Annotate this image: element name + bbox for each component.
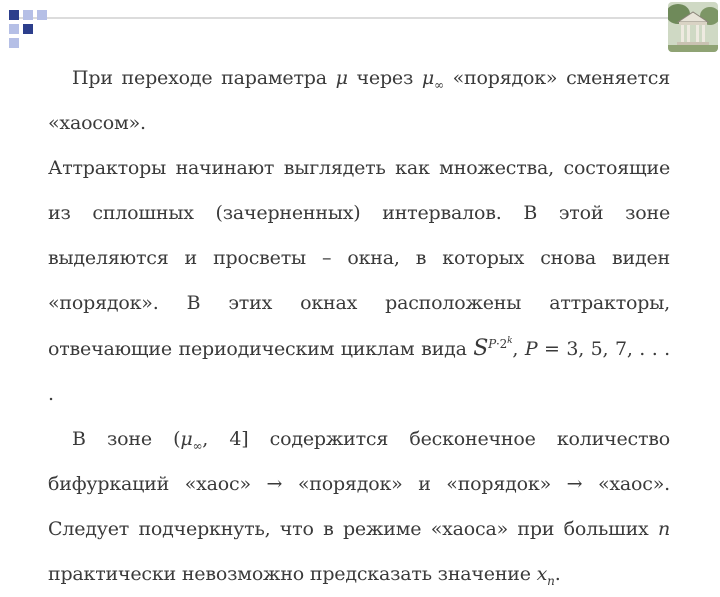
text: практически невозможно предсказать значение (48, 563, 537, 585)
deco-square-dark (9, 10, 19, 20)
deco-square-light (9, 24, 19, 34)
text: Аттракторы начинают выглядеть как множества, состоящие из сплошных (зачерненных) интервалов. В этой зоне выделяются и просветы – окна, в которых снова виден «порядок». В этих окнах расположены аттракторы, отвечающие периодическим циклам вида (48, 157, 670, 360)
math-x: x (536, 563, 548, 585)
math-subscript: ∞ (192, 438, 203, 453)
text: , 4] содержится бесконечное количество бифуркаций «хаос» → «порядок» и «порядок» → «хаос». Следует подчеркнуть, что в режиме «хаоса» при больших (48, 428, 670, 540)
deco-square-light (23, 10, 33, 20)
math-subscript: ∞ (434, 77, 444, 92)
paragraph-1 (48, 56, 670, 146)
text: «порядок» сменяется «хаосом». (48, 67, 670, 134)
slide-text-body (48, 56, 670, 597)
math-S: S (473, 336, 489, 361)
math-n: n (657, 518, 670, 540)
temple-logo-icon (668, 2, 718, 52)
text: , (512, 338, 525, 360)
math-subscript-n: n (547, 573, 555, 588)
deco-square-dark (23, 24, 33, 34)
deco-square-light (9, 38, 19, 48)
math-mu: μ (180, 428, 193, 450)
math-superscript-2: ·2 (496, 336, 508, 351)
paragraph-3 (48, 417, 670, 597)
math-superscript-k: k (507, 335, 513, 346)
text: При переходе параметра (72, 67, 336, 89)
math-mu-infinity: μ (421, 67, 435, 89)
text: . (554, 563, 561, 585)
header-decoration (0, 0, 720, 50)
math-mu: μ (335, 67, 348, 89)
math-P: P (524, 338, 538, 360)
text: В зоне ( (72, 428, 181, 450)
deco-square-light (37, 10, 47, 20)
paragraph-2 (48, 146, 670, 417)
text: через (347, 67, 422, 89)
math-superscript-P: P (488, 336, 497, 351)
text: = 3, 5, 7, . . . . (48, 338, 670, 405)
